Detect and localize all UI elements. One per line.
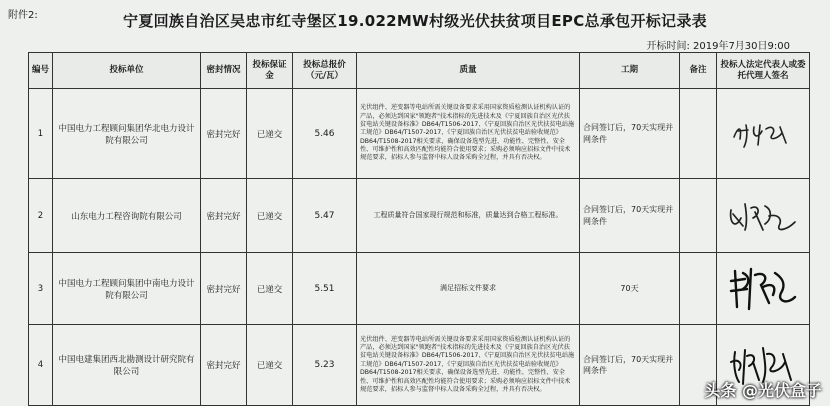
handwritten-signature [728,117,798,151]
bidder-name: 山东电力工程咨询院有限公司 [53,179,201,253]
handwritten-signature [725,196,801,236]
deposit-status: 已递交 [247,253,293,325]
signature-cell [717,179,810,253]
opening-time: 开标时间: 2019年7月30日9:00 [646,41,790,52]
quality-text: 工程质量符合国家现行规范和标准，质量达到合格工程标准。 [357,179,580,253]
quality-text: 光伏组件、逆变器等电站所需关键设备要求采用国家资质检测认证机构认证的产品，必须达到国家"领跑者"技术指标的先进技术及《宁夏回族自治区光伏扶贫电站关键设备标准》DB64/T1506-2017、《宁夏回族自治区光伏扶贫电站施工规范》DB64/T1507-2017、《宁夏回族自治区光伏扶贫电站验收规范》DB64/T1508-2017相关要求，确保设备选型先进、功能性、完整性、安全性、可维护性和高效匹配性均能符合使用要求；采购必须响应招标文件中技术规范要求，招标人参与监督中标人设备采购全过程，并具有否决权。 [357,325,580,406]
seal-status: 密封完好 [201,253,247,325]
header-representative: 投标人法定代表人或委托代理人签名 [717,53,810,89]
header-bidder: 投标单位 [53,53,201,89]
signature-cell [717,89,810,179]
remarks-cell [680,253,717,325]
row-number: 4 [29,325,53,406]
attachment-label: 附件2: [8,10,38,21]
bid-opening-table [28,52,810,406]
table-row [29,325,810,406]
seal-status: 密封完好 [201,89,247,179]
table-row [29,253,810,325]
quality-text: 光伏组件、逆变器等电站所需关键设备要求采用国家资质检测认证机构认证的产品，必须达到国家"领跑者"技术指标的先进技术及《宁夏回族自治区光伏扶贫电站关键设备标准》DB64/T1506-2017、《宁夏回族自治区光伏扶贫电站施工规范》DB64/T1507-2017、《宁夏回族自治区光伏扶贫电站验收规范》DB64/T1508-2017相关要求，确保设备选型先进、功能性、完整性、安全性、可维护性和高效匹配性均能符合使用要求；采购必须响应招标文件中技术规范要求，招标人参与监督中标人设备采购全过程，并具有否决权。 [357,89,580,179]
row-number: 1 [29,89,53,179]
seal-status: 密封完好 [201,325,247,406]
header-deposit: 投标保证金 [247,53,293,89]
header-price: 投标总报价（元/瓦） [293,53,357,89]
table-row [29,179,810,253]
header-seal: 密封情况 [201,53,247,89]
deposit-status: 已递交 [247,179,293,253]
header-remarks: 备注 [680,53,717,89]
seal-status: 密封完好 [201,179,247,253]
deposit-status: 已递交 [247,325,293,406]
header-quality: 质量 [357,53,580,89]
row-number: 3 [29,253,53,325]
bid-price: 5.47 [293,179,357,253]
header-no: 编号 [29,53,53,89]
table-row [29,89,810,179]
table-header-row [29,53,810,89]
quality-text: 满足招标文件要求 [357,253,580,325]
construction-period: 合同签订后，70天实现并网条件 [580,89,680,179]
construction-period: 70天 [580,253,680,325]
bid-price: 5.46 [293,89,357,179]
construction-period: 合同签订后，70天实现并网条件 [580,325,680,406]
deposit-status: 已递交 [247,89,293,179]
remarks-cell [680,89,717,179]
bidder-name: 中国电力工程顾问集团华北电力设计院有限公司 [53,89,201,179]
bidder-name: 中国电建集团西北勘测设计研究院有限公司 [53,325,201,406]
remarks-cell [680,179,717,253]
handwritten-signature [725,263,801,315]
construction-period: 合同签订后，70天实现并网条件 [580,179,680,253]
bid-price: 5.51 [293,253,357,325]
signature-cell [717,253,810,325]
header-period: 工期 [580,53,680,89]
source-watermark: 头条 @光伏盒子 [704,381,822,400]
bidder-name: 中国电力工程顾问集团中南电力设计院有限公司 [53,253,201,325]
row-number: 2 [29,179,53,253]
page-title: 宁夏回族自治区吴忠市红寺堡区19.022MW村级光伏扶贫项目EPC总承包开标记录表 [123,12,707,30]
bid-price: 5.23 [293,325,357,406]
